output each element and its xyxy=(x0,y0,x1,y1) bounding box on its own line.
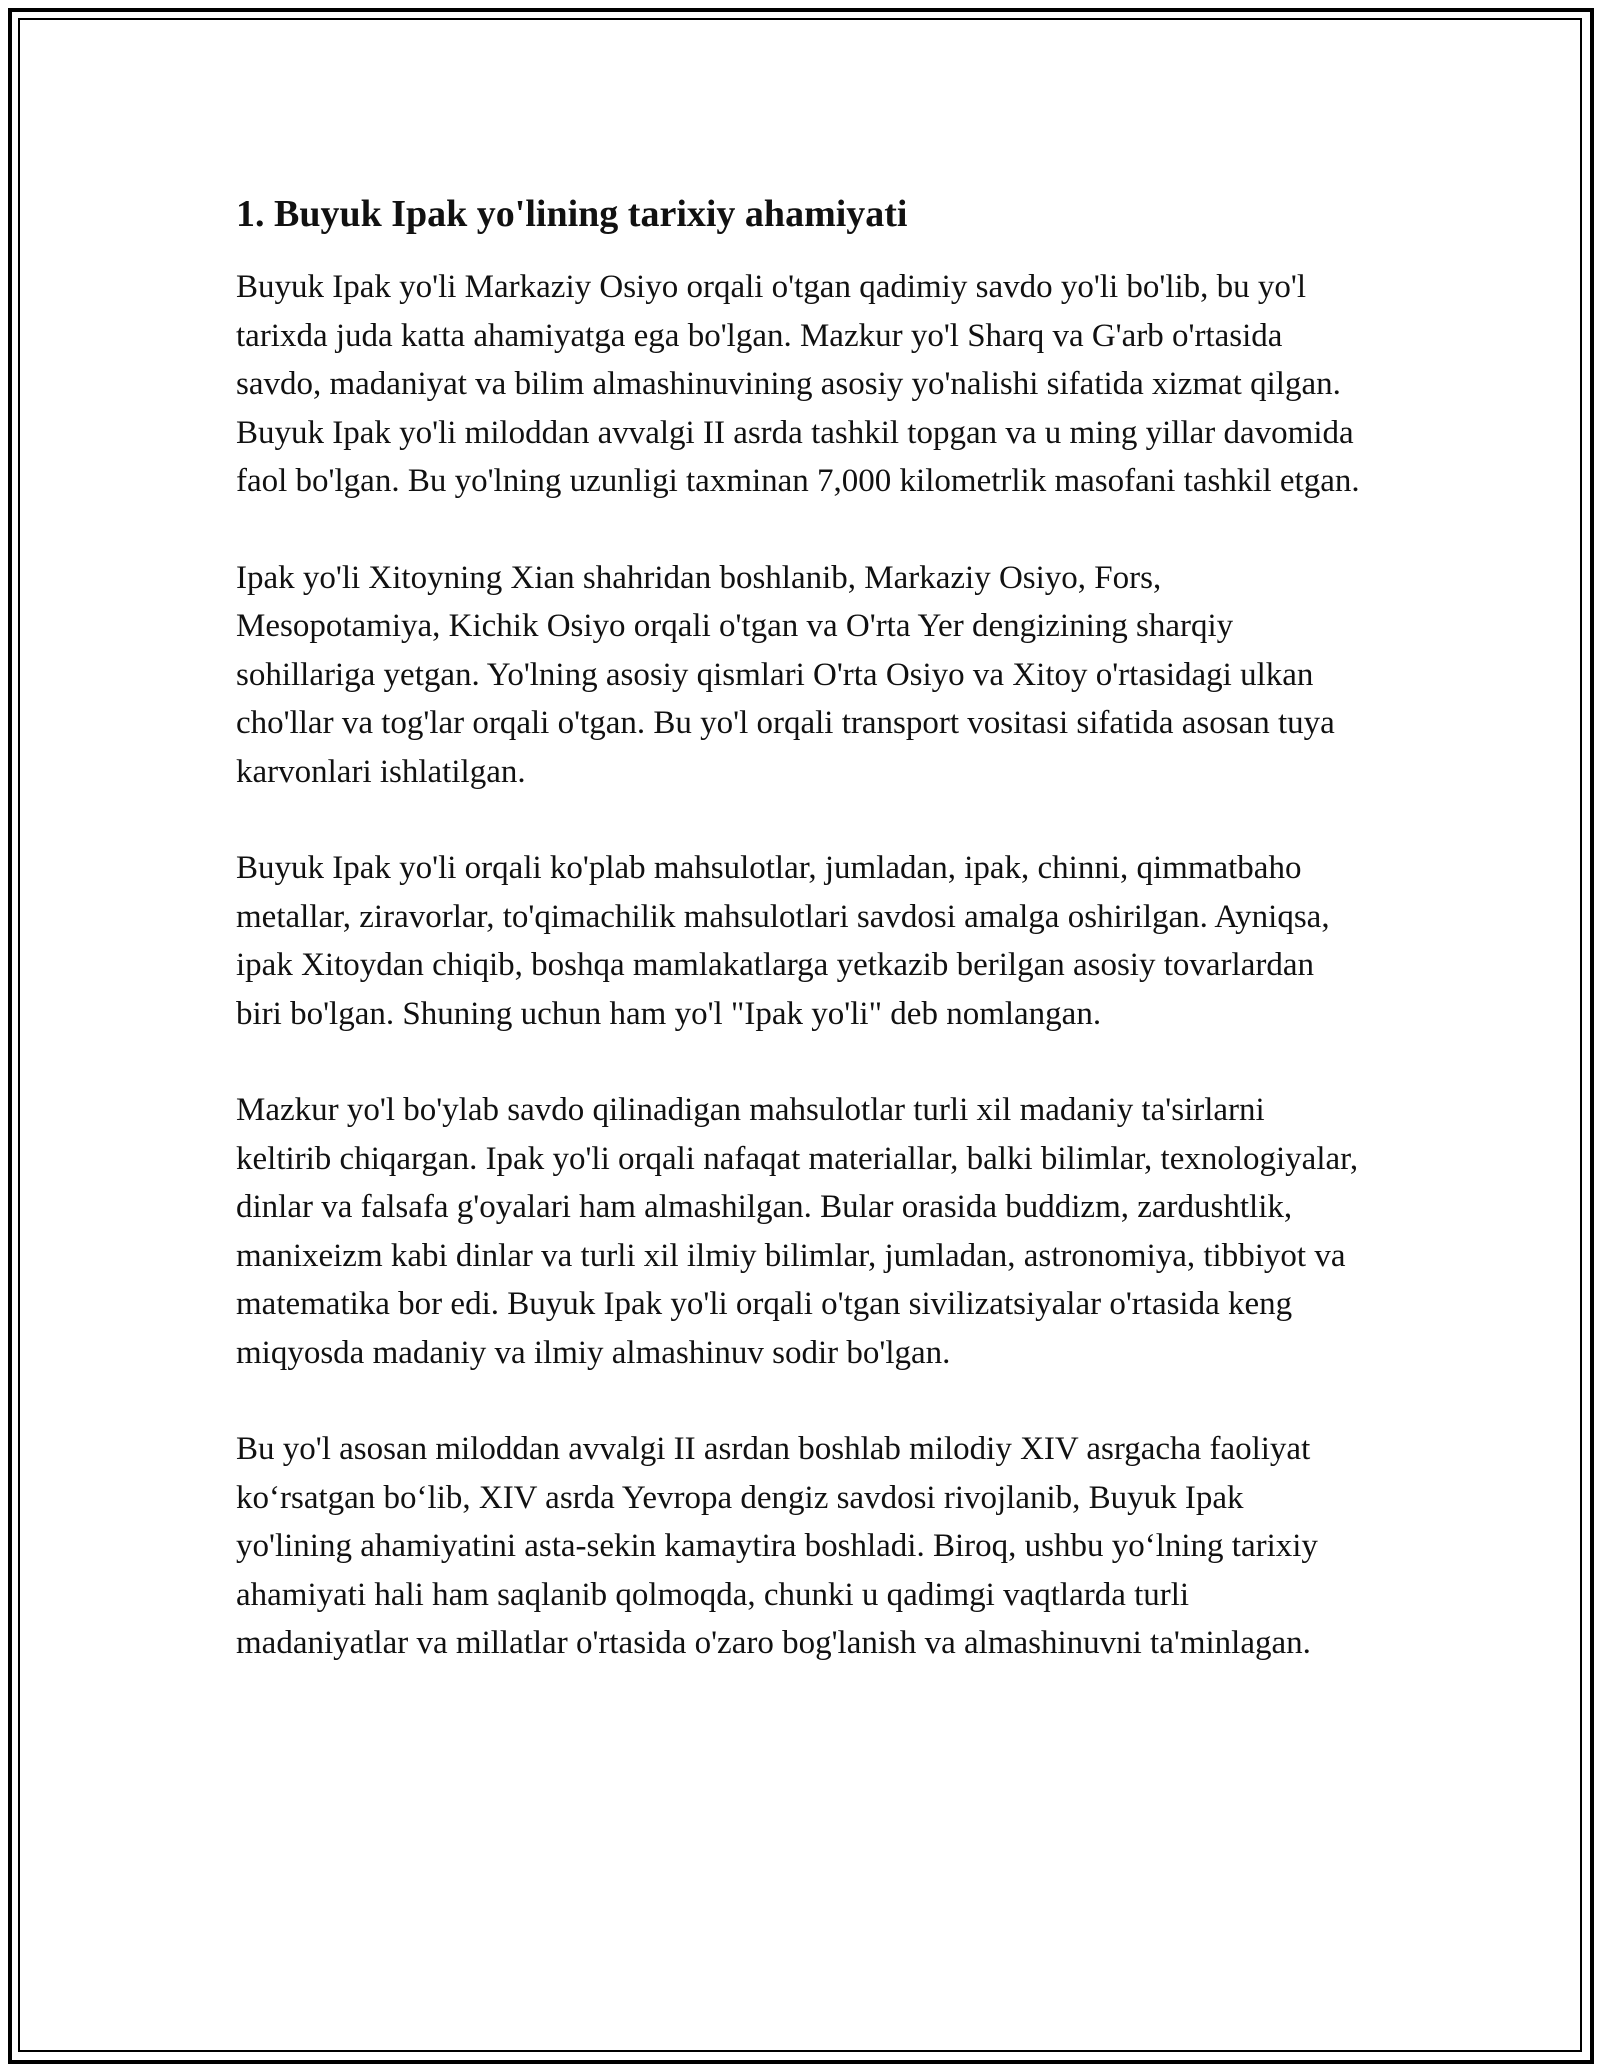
paragraph-1: Buyuk Ipak yo'li Markaziy Osiyo orqali o'tgan qadimiy savdo yo'li bo'lib, bu yo'l tarixda juda katta ahamiyatga ega bo'lgan. Mazkur yo'l Sharq va G'arb o'rtasida savdo, madaniyat va bilim almashinuvining asosiy yo'nalishi sifatida xizmat qilgan. Buyuk Ipak yo'li miloddan avvalgi II asrda tashkil topgan va u ming yillar davomida faol bo'lgan. Bu yo'lning uzunligi taxminan 7,000 kilometrlik masofani tashkil etgan. xyxy=(236,269,1360,499)
paragraph-4: Mazkur yo'l bo'ylab savdo qilinadigan mahsulotlar turli xil madaniy ta'sirlarni keltirib chiqargan. Ipak yo'li orqali nafaqat materiallar, balki bilimlar, texnologiyalar, dinlar va falsafa g'oyalari ham almashilgan. Bular orasida buddizm, zardushtlik, manixeizm kabi dinlar va turli xil ilmiy bilimlar, jumladan, astronomiya, tibbiyot va matematika bor edi. Buyuk Ipak yo'li orqali o'tgan sivilizatsiyalar o'rtasida keng miqyosda madaniy va ilmiy almashinuv sodir bo'lgan. xyxy=(236,1092,1359,1371)
paragraph-5: Bu yo'l asosan miloddan avvalgi II asrdan boshlab milodiy XIV asrgacha faoliyat ko‘rsatgan bo‘lib, XIV asrda Yevropa dengiz savdosi rivojlanib, Buyuk Ipak yo'lining ahamiyatini asta-sekin kamaytira boshladi. Biroq, ushbu yo‘lning tarixiy ahamiyati hali ham saqlanib qolmoqda, chunki u qadimgi vaqtlarda turli madaniyatlar va millatlar o'rtasida o'zaro bog'lanish va almashinuvni ta'minlagan. xyxy=(236,1431,1318,1661)
section-heading: 1. Buyuk Ipak yo'lining tarixiy ahamiyati xyxy=(236,193,908,235)
document-body xyxy=(236,187,1366,1716)
paragraph-3: Buyuk Ipak yo'li orqali ko'plab mahsulotlar, jumladan, ipak, chinni, qimmatbaho metallar, ziravorlar, to'qimachilik mahsulotlari savdosi amalga oshirilgan. Ayniqsa, ipak Xitoydan chiqib, boshqa mamlakatlarga yetkazib berilgan asosiy tovarlardan biri bo'lgan. Shuning uchun ham yo'l "Ipak yo'li" deb nomlangan. xyxy=(236,850,1330,1032)
paragraph-2: Ipak yo'li Xitoyning Xian shahridan boshlanib, Markaziy Osiyo, Fors, Mesopotamiya, Kichik Osiyo orqali o'tgan va O'rta Yer dengizining sharqiy sohillariga yetgan. Yo'lning asosiy qismlari O'rta Osiyo va Xitoy o'rtasidagi ulkan cho'llar va tog'lar orqali o'tgan. Bu yo'l orqali transport vositasi sifatida asosan tuya karvonlari ishlatilgan. xyxy=(236,559,1335,790)
